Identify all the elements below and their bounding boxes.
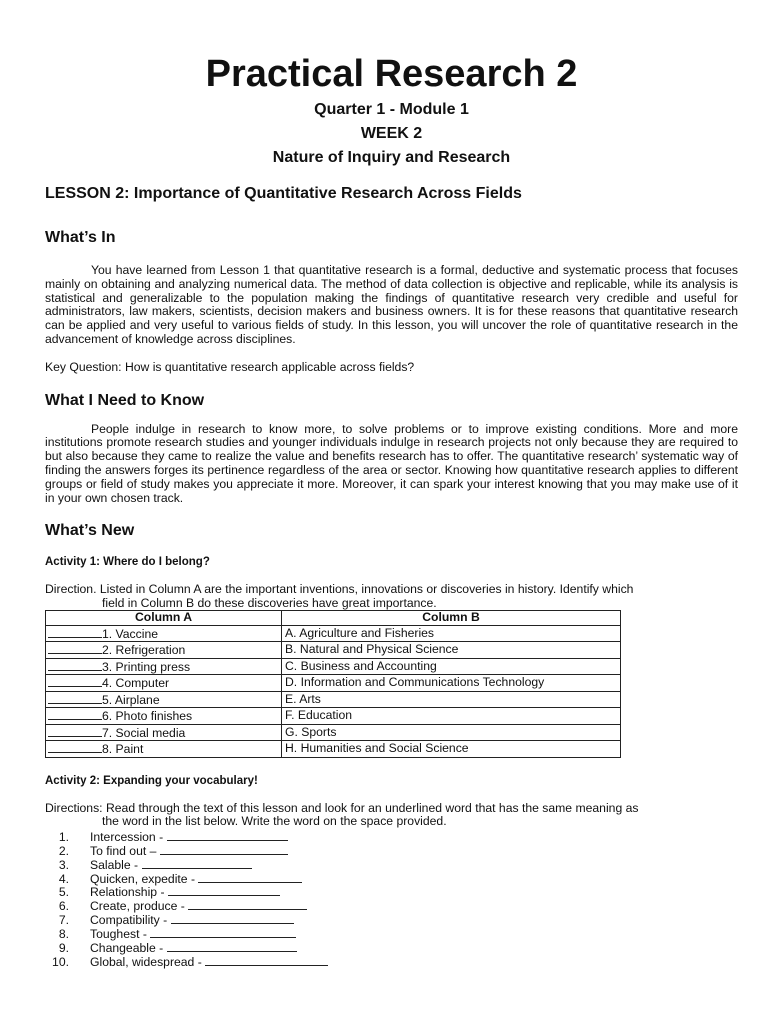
answer-blank[interactable]	[188, 898, 307, 910]
item-word: Changeable -	[90, 940, 164, 955]
item-number: 6.	[58, 899, 69, 914]
list-item	[45, 829, 738, 843]
item-word: Relationship -	[90, 885, 165, 900]
item-number: 5.	[58, 885, 69, 900]
topic-title: Nature of Inquiry and Research	[272, 149, 511, 166]
lesson-title: LESSON 2: Importance of Quantitative Research Across Fields	[45, 185, 522, 202]
item-word: Intercession -	[90, 829, 164, 844]
table-row	[46, 675, 621, 692]
item-number: 7.	[58, 913, 69, 928]
column-a-item: 5. Airplane	[102, 692, 160, 707]
item-number: 9.	[58, 940, 69, 955]
answer-blank[interactable]	[48, 725, 102, 737]
whats-new-heading: What’s New	[45, 522, 135, 540]
column-b-item: E. Arts	[282, 691, 621, 708]
item-number: 4.	[58, 871, 69, 886]
activity1-title: Activity 1: Where do I belong?	[45, 556, 210, 569]
answer-blank[interactable]	[142, 857, 252, 869]
column-a-item: 4. Computer	[102, 676, 170, 691]
item-number: 8.	[58, 927, 69, 942]
week-label: WEEK 2	[360, 125, 423, 142]
activity1-direction-line2: field in Column B do these discoveries have great importance.	[102, 595, 437, 610]
column-a-cell[interactable]	[46, 658, 282, 675]
answer-blank[interactable]	[48, 692, 102, 704]
matching-table	[45, 610, 621, 758]
table-row	[46, 625, 621, 642]
activity1-direction	[45, 583, 738, 610]
whats-in-heading: What’s In	[45, 229, 116, 246]
answer-blank[interactable]	[167, 829, 288, 841]
column-a-cell[interactable]	[46, 642, 282, 659]
answer-blank[interactable]	[160, 843, 288, 855]
column-b-item: D. Information and Communications Technology	[282, 675, 621, 692]
column-a-cell[interactable]	[46, 691, 282, 708]
table-row	[46, 741, 621, 758]
list-item	[45, 871, 738, 885]
list-item	[45, 857, 738, 871]
table-row	[46, 708, 621, 725]
column-a-cell[interactable]	[46, 625, 282, 642]
column-a-header: Column A	[46, 611, 282, 626]
list-item	[45, 898, 738, 912]
item-number: 3.	[58, 857, 69, 872]
column-a-cell[interactable]	[46, 708, 282, 725]
list-item	[45, 926, 738, 940]
column-a-cell[interactable]	[46, 741, 282, 758]
item-word: Salable -	[90, 857, 139, 872]
column-b-item: A. Agriculture and Fisheries	[282, 625, 621, 642]
activity1-direction-line1: Direction. Listed in Column A are the important inventions, innovations or discoveries in history. Identify which	[45, 582, 634, 597]
table-row	[46, 658, 621, 675]
column-a-item: 8. Paint	[102, 742, 144, 757]
column-a-item: 1. Vaccine	[102, 626, 159, 641]
item-number: 2.	[58, 843, 69, 858]
column-a-cell[interactable]	[46, 724, 282, 741]
what-i-need-paragraph: People indulge in research to know more, to solve problems or to improve existing conditions. More and more institutions promote research studies and younger individuals indulge in research projects not only because they are required to but also because they came to realize the value and benefits research has to offer. The quantitative research’ systematic way of finding the answers forges its pertinence regardless of the area or sector. Knowing how quantitative research applies to different groups or field of study makes you appreciate it more. Moreover, it can spark your interest knowing that you may make use of it in your own chosen track.	[45, 421, 738, 505]
table-row	[46, 642, 621, 659]
column-b-item: B. Natural and Physical Science	[282, 642, 621, 659]
column-b-item: F. Education	[282, 708, 621, 725]
column-a-cell[interactable]	[46, 675, 282, 692]
item-number: 10.	[52, 954, 69, 969]
item-word: Create, produce -	[90, 899, 185, 914]
item-word: Global, widespread -	[90, 954, 202, 969]
answer-blank[interactable]	[48, 642, 102, 654]
list-item	[45, 884, 738, 898]
answer-blank[interactable]	[48, 675, 102, 687]
item-number: 1.	[58, 829, 69, 844]
answer-blank[interactable]	[150, 926, 296, 938]
activity2-title: Activity 2: Expanding your vocabulary!	[45, 774, 258, 787]
list-item	[45, 843, 738, 857]
column-b-item: G. Sports	[282, 724, 621, 741]
table-row	[46, 724, 621, 741]
activity2-direction-line1: Directions: Read through the text of this lesson and look for an underlined word that has the same meaning as	[45, 800, 639, 815]
list-item	[45, 954, 738, 968]
activity2-direction	[45, 802, 738, 829]
column-a-item: 2. Refrigeration	[102, 643, 186, 658]
item-word: Compatibility -	[90, 913, 168, 928]
column-b-item: C. Business and Accounting	[282, 658, 621, 675]
document-page	[45, 50, 738, 968]
answer-blank[interactable]	[205, 954, 328, 966]
answer-blank[interactable]	[48, 626, 102, 638]
column-a-item: 7. Social media	[102, 725, 186, 740]
answer-blank[interactable]	[48, 741, 102, 753]
activity2-direction-line2: the word in the list below. Write the word on the space provided.	[102, 814, 447, 829]
column-b-header: Column B	[282, 611, 621, 626]
what-i-need-heading: What I Need to Know	[45, 391, 205, 409]
quarter-module: Quarter 1 - Module 1	[314, 101, 469, 118]
vocabulary-list	[45, 829, 738, 968]
column-b-item: H. Humanities and Social Science	[282, 741, 621, 758]
whats-in-paragraph: You have learned from Lesson 1 that quantitative research is a formal, deductive and systematic process that focuses mainly on obtaining and analyzing numerical data. The method of data collection is objective and replicable, while its analysis is statistical and generalizable to the population making the findings of quantitative research very credible and useful for administrators, law makers, scientists, decision makers and business owners. It is for these reasons that quantitative research can be applied and very useful to various fields of study. In this lesson, you will uncover the role of quantitative research in the advancement of knowledge across disciplines.	[45, 263, 738, 346]
answer-blank[interactable]	[48, 659, 102, 671]
item-word: Quicken, expedite -	[90, 871, 196, 886]
list-item	[45, 940, 738, 954]
answer-blank[interactable]	[167, 940, 297, 952]
key-question: Key Question: How is quantitative research applicable across fields?	[45, 359, 415, 374]
item-word: Toughest -	[90, 927, 147, 942]
answer-blank[interactable]	[171, 912, 294, 924]
column-a-item: 3. Printing press	[102, 659, 191, 674]
item-word: To find out –	[90, 843, 157, 858]
answer-blank[interactable]	[168, 884, 280, 896]
document-title: Practical Research 2	[205, 53, 578, 95]
answer-blank[interactable]	[198, 871, 302, 883]
answer-blank[interactable]	[48, 708, 102, 720]
list-item	[45, 912, 738, 926]
column-a-item: 6. Photo finishes	[102, 709, 193, 724]
table-row	[46, 691, 621, 708]
